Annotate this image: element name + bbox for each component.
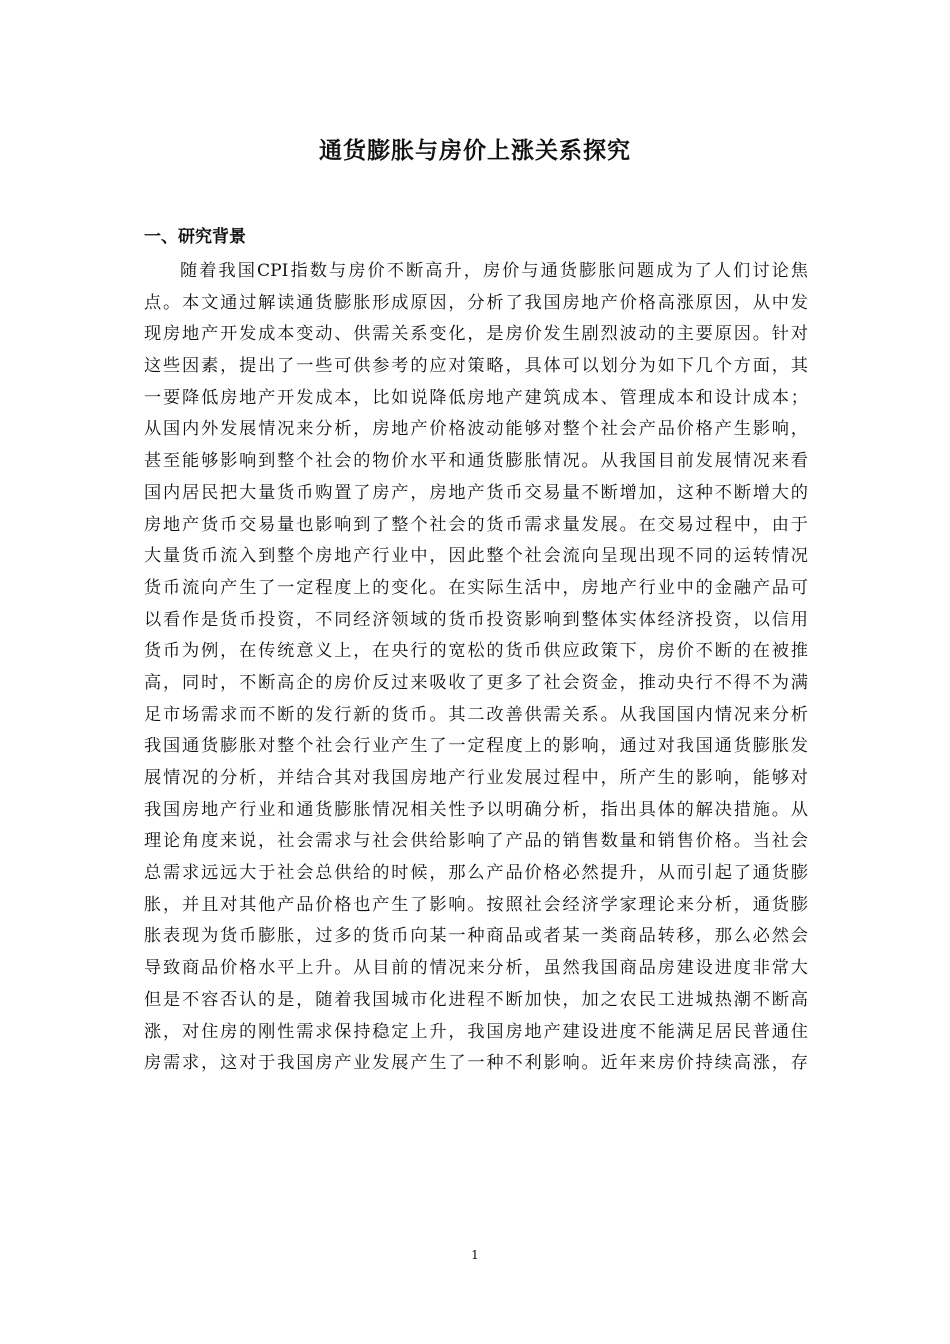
- text-line: 以看作是货币投资，不同经济领域的货币投资影响到整体实体经济投资，以信用: [144, 609, 808, 630]
- document-title: 通货膨胀与房价上涨关系探究: [319, 137, 631, 164]
- text-line: 足市场需求而不断的发行新的货币。其二改善供需关系。从我国国内情况来分析: [144, 704, 808, 725]
- text-line: 一要降低房地产开发成本，比如说降低房地产建筑成本、管理成本和设计成本；: [144, 387, 808, 408]
- text-line: 现房地产开发成本变动、供需关系变化，是房价发生剧烈波动的主要原因。针对: [144, 324, 808, 345]
- text-line: 胀，并且对其他产品价格也产生了影响。按照社会经济学家理论来分析，通货膨: [144, 894, 808, 915]
- section-heading: 一、研究背景: [144, 227, 246, 247]
- text-line: 理论角度来说，社会需求与社会供给影响了产品的销售数量和销售价格。当社会: [144, 831, 808, 852]
- text-line: 涨，对住房的刚性需求保持稳定上升，我国房地产建设进度不能满足居民普通住: [144, 1021, 808, 1042]
- text-line: 胀表现为货币膨胀，过多的货币向某一种商品或者某一类商品转移，那么必然会: [144, 926, 808, 947]
- text-line: 从国内外发展情况来分析，房地产价格波动能够对整个社会产品价格产生影响，: [144, 419, 808, 440]
- text-line: 货币流向产生了一定程度上的变化。在实际生活中，房地产行业中的金融产品可: [144, 577, 808, 598]
- text-line: 房需求，这对于我国房产业发展产生了一种不利影响。近年来房价持续高涨，存: [144, 1053, 808, 1074]
- text-line: 展情况的分析，并结合其对我国房地产行业发展过程中，所产生的影响，能够对: [144, 768, 808, 788]
- text-line: 我国房地产行业和通货膨胀情况相关性予以明确分析，指出具体的解决措施。从: [144, 799, 808, 820]
- text-line: 总需求远远大于社会总供给的时候，那么产品价格必然提升，从而引起了通货膨: [144, 863, 808, 884]
- page-number: 1: [471, 1248, 479, 1262]
- text-line: 点。本文通过解读通货膨胀形成原因，分析了我国房地产价格高涨原因，从中发: [144, 292, 808, 313]
- text-line: 高，同时，不断高企的房价反过来吸收了更多了社会资金，推动央行不得不为满: [144, 672, 808, 693]
- text-line: 甚至能够影响到整个社会的物价水平和通货膨胀情况。从我国目前发展情况来看: [144, 451, 808, 472]
- text-line: 我国通货膨胀对整个社会行业产生了一定程度上的影响，通过对我国通货膨胀发: [144, 736, 808, 757]
- text-line: 这些因素，提出了一些可供参考的应对策略，具体可以划分为如下几个方面，其: [144, 356, 808, 377]
- text-line: 房地产货币交易量也影响到了整个社会的货币需求量发展。在交易过程中，由于: [144, 514, 808, 535]
- text-line: 导致商品价格水平上升。从目前的情况来分析，虽然我国商品房建设进度非常大: [144, 958, 808, 979]
- text-line: 大量货币流入到整个房地产行业中，因此整个社会流向呈现出现不同的运转情况: [144, 546, 808, 567]
- body-text: [144, 256, 808, 1080]
- text-line: 随着我国CPI指数与房价不断高升，房价与通货膨胀问题成为了人们讨论焦: [180, 261, 808, 281]
- text-line: 国内居民把大量货币购置了房产，房地产货币交易量不断增加，这种不断增大的: [144, 482, 808, 503]
- text-line: 货币为例，在传统意义上，在央行的宽松的货币供应政策下，房价不断的在被推: [144, 641, 808, 662]
- text-line: 但是不容否认的是，随着我国城市化进程不断加快，加之农民工进城热潮不断高: [144, 989, 808, 1010]
